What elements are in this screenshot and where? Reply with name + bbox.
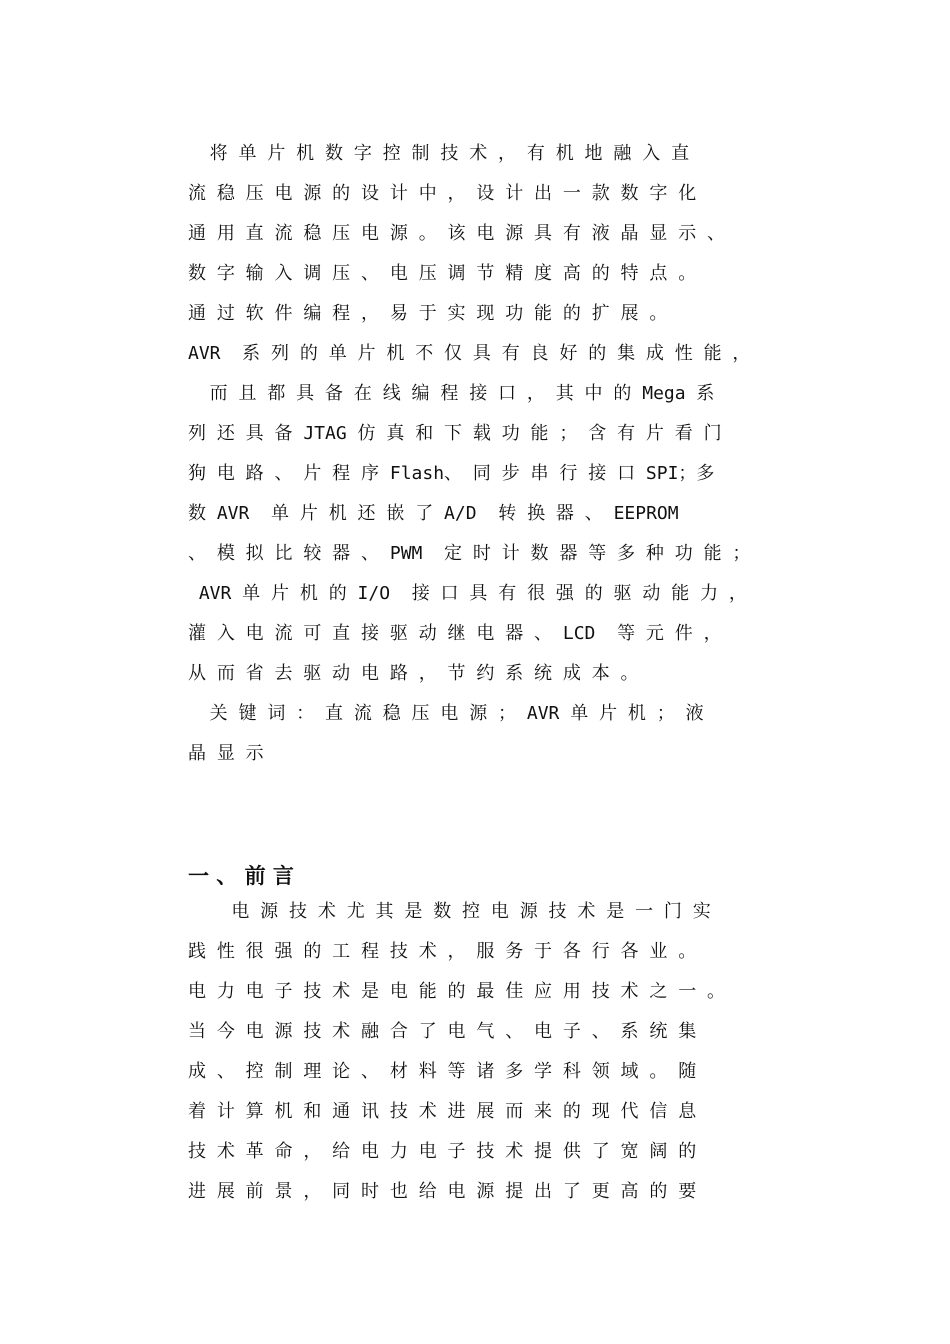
abstract-line-12: AVR 单 片 机 的 I/O 接 口 具 有 很 强 的 驱 动 能 力 ，	[188, 583, 747, 604]
abstract-line-1: 将 单 片 机 数 字 控 制 技 术 ， 有 机 地 融 入 直	[188, 143, 690, 164]
abstract-line-2: 流 稳 压 电 源 的 设 计 中 ， 设 计 出 一 款 数 字 化	[188, 183, 697, 204]
section-line-5: 成 、 控 制 理 论 、 材 料 等 诸 多 学 科 领 域 。 随	[188, 1061, 697, 1082]
section-line-6: 着 计 算 机 和 通 讯 技 术 进 展 而 来 的 现 代 信 息	[188, 1101, 697, 1122]
abstract-line-7: 而 且 都 具 备 在 线 编 程 接 口 ， 其 中 的 Mega 系	[188, 383, 715, 404]
section-line-4: 当 今 电 源 技 术 融 合 了 电 气 、 电 子 、 系 统 集	[188, 1021, 697, 1042]
section-line-1: 电 源 技 术 尤 其 是 数 控 电 源 技 术 是 一 门 实	[188, 901, 711, 922]
abstract-line-13: 灌 入 电 流 可 直 接 驱 动 继 电 器 、 LCD 等 元 件 ，	[188, 623, 722, 644]
abstract-line-10: 数 AVR 单 片 机 还 嵌 了 A/D 转 换 器 、 EEPROM	[188, 503, 679, 524]
keywords-line-1: 关 键 词 ： 直 流 稳 压 电 源 ； AVR 单 片 机 ； 液	[188, 703, 704, 724]
section-line-3: 电 力 电 子 技 术 是 电 能 的 最 佳 应 用 技 术 之 一 。	[188, 981, 726, 1002]
section-line-7: 技 术 革 命 ， 给 电 力 电 子 技 术 提 供 了 宽 阔 的	[188, 1141, 697, 1162]
abstract-line-4: 数 字 输 入 调 压 、 电 压 调 节 精 度 高 的 特 点 。	[188, 263, 697, 284]
section-line-2: 践 性 很 强 的 工 程 技 术 ， 服 务 于 各 行 各 业 。	[188, 941, 697, 962]
section-line-8: 进 展 前 景 ， 同 时 也 给 电 源 提 出 了 更 高 的 要	[188, 1181, 697, 1202]
keywords-line-2: 晶 显 示	[188, 743, 264, 764]
abstract-line-9: 狗 电 路 、 片 程 序 Flash、 同 步 串 行 接 口 SPI；多	[188, 463, 715, 484]
abstract-line-8: 列 还 具 备 JTAG 仿 真 和 下 载 功 能 ； 含 有 片 看 门	[188, 423, 722, 444]
abstract-line-14: 从 而 省 去 驱 动 电 路 ， 节 约 系 统 成 本 。	[188, 663, 639, 684]
abstract-line-3: 通 用 直 流 稳 压 电 源 。 该 电 源 具 有 液 晶 显 示 、	[188, 223, 726, 244]
abstract-line-11: 、 模 拟 比 较 器 、 PWM 定 时 计 数 器 等 多 种 功 能 ；	[188, 543, 751, 564]
abstract-line-6: AVR 系 列 的 单 片 机 不 仅 具 有 良 好 的 集 成 性 能 ，	[188, 343, 751, 364]
section-heading: 一 、 前 言	[188, 864, 294, 888]
abstract-line-5: 通 过 软 件 编 程 ， 易 于 实 现 功 能 的 扩 展 。	[188, 303, 668, 324]
